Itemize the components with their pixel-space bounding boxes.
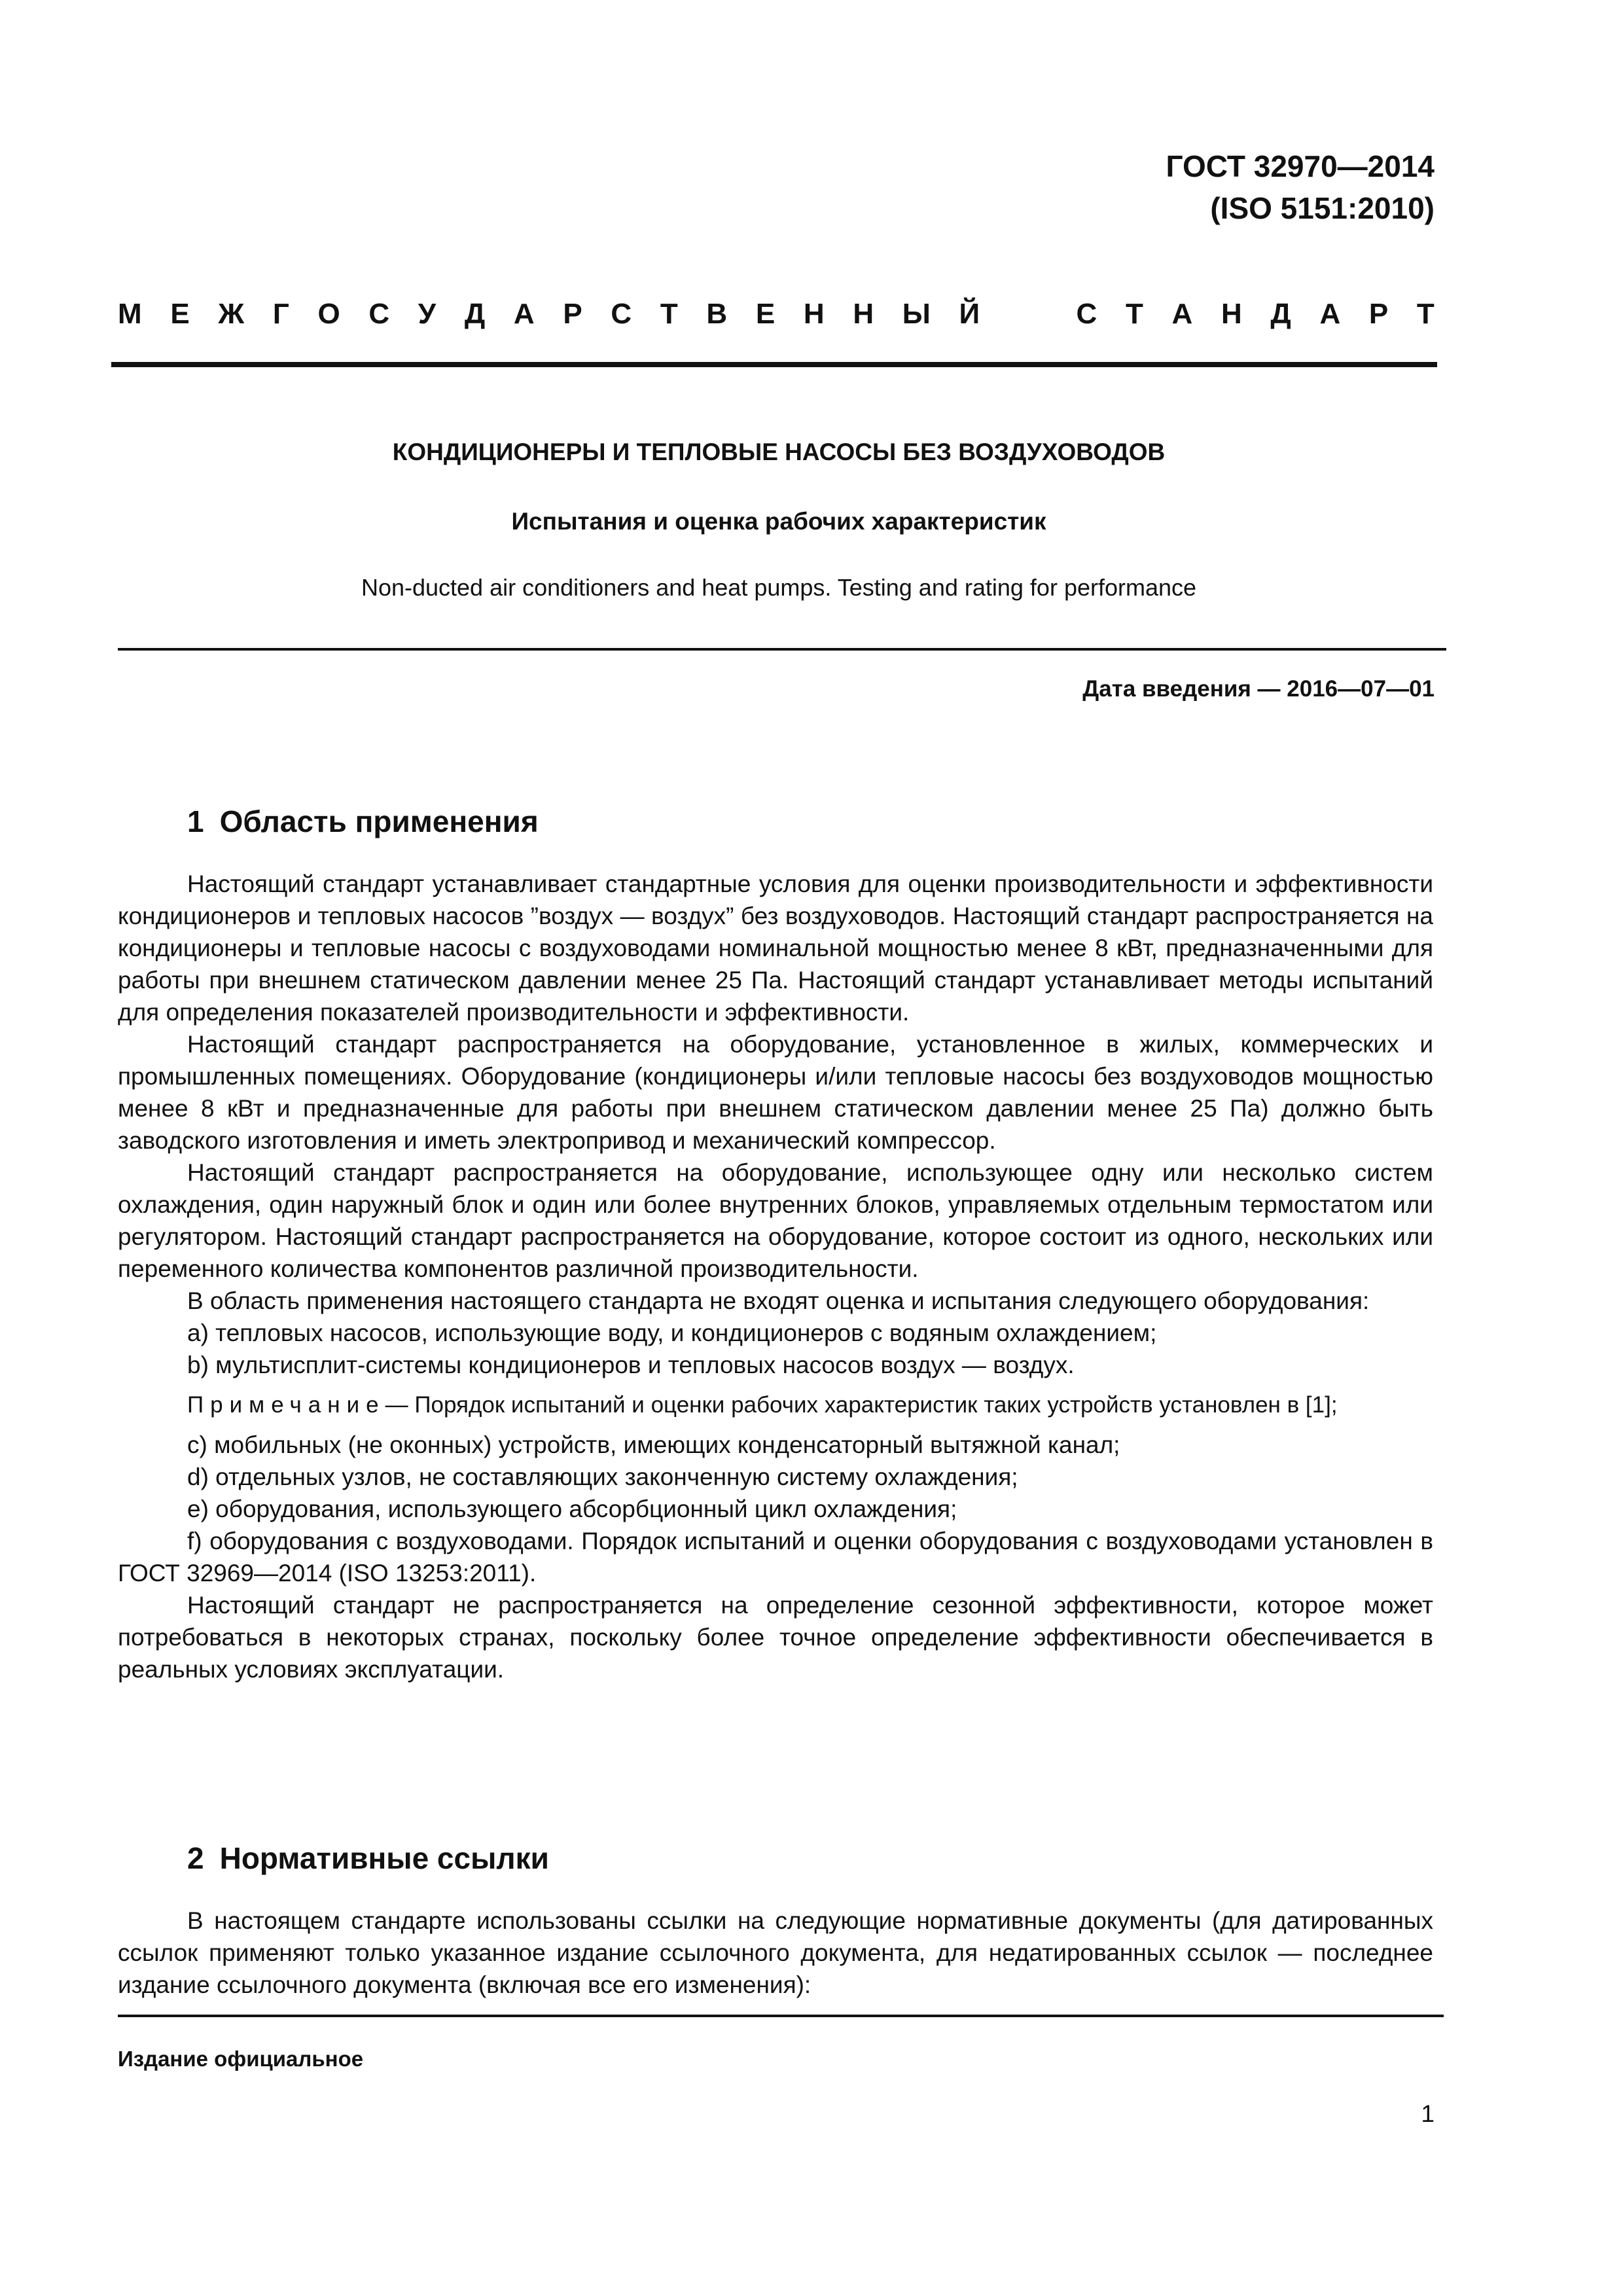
category-letter: О [317,298,340,330]
category-letter: С [368,298,390,330]
gost-number: ГОСТ 32970—2014 [1166,149,1435,183]
category-letter: Т [1125,298,1143,330]
page-number: 1 [1421,2100,1435,2127]
category-letter: Ы [902,298,931,330]
document-title: КОНДИЦИОНЕРЫ И ТЕПЛОВЫЕ НАСОСЫ БЕЗ ВОЗДУХОВОДОВ [392,439,1166,465]
document-title-english: Non-ducted air conditioners and heat pumps. Testing and rating for performance [361,574,1197,601]
section-2-body [118,1905,1433,2001]
standard-designation [1166,145,1435,229]
category-letter: М [118,298,142,330]
section-2-heading [187,1838,549,1878]
note-text: — Порядок испытаний и оценки рабочих характеристик таких устройств установлен в [1]; [385,1392,1338,1418]
category-letter: С [611,298,632,330]
list-item: d) отдельных узлов, не составляющих законченную систему охлаждения; [187,1463,1018,1490]
paragraph: В настоящем стандарте использованы ссылки на следующие нормативные документы (для датированных ссылок применяют только указанное издание ссылочного документа, для недатированных ссылок — последнее издание ссылочного документа (включая все его изменения): [118,1907,1433,1998]
category-letter: В [706,298,728,330]
category-letter: А [1319,298,1341,330]
list-item: b) мультисплит-системы кондиционеров и тепловых насосов воздух — воздух. [187,1352,1075,1378]
paragraph: Настоящий стандарт не распространяется на определение сезонной эффективности, которое может потребоваться в некоторых странах, поскольку более точное определение эффективности обеспечивается в реальных условиях эксплуатации. [118,1592,1433,1683]
category-letter: Ж [218,298,245,330]
section-1-heading [187,801,539,842]
list-item: с) мобильных (не оконных) устройств, имеющих конденсаторный вытяжной канал; [187,1431,1120,1458]
paragraph: Настоящий стандарт устанавливает стандартные условия для оценки производительности и эффективности кондиционеров и тепловых насосов ”воздух — воздух” без воздуховодов. Настоящий стандарт распространяется на кондиционеры и тепловые насосы с воздуховодами номинальной мощностью менее 8 кВт, предназначенными для работы при внешнем статическом давлении менее 25 Па. Настоящий стандарт устанавливает методы испытаний для определения показателей производительности и эффективности. [118,870,1433,1026]
list-item: а) тепловых насосов, использующие воду, и кондиционеров с водяным охлаждением; [187,1319,1157,1346]
section-number: 1 [187,804,204,838]
category-letter: Г [272,298,289,330]
iso-number: (ISO 5151:2010) [1210,191,1435,225]
section-1-body [118,868,1433,1685]
standard-category-heading [118,296,1435,332]
word-gap [1008,296,1048,332]
official-edition-label: Издание официальное [118,2047,364,2071]
category-letter: Е [755,298,776,330]
note-label: Примечание [187,1392,385,1418]
category-letter: Н [1221,298,1242,330]
section-title: Нормативные ссылки [219,1841,549,1875]
category-letter: Р [563,298,582,330]
category-letter: С [1076,298,1097,330]
note [118,1389,1433,1421]
paragraph: В область применения настоящего стандарта не входят оценка и испытания следующего оборудования: [187,1287,1370,1314]
section-number: 2 [187,1841,204,1875]
category-letter: Н [803,298,825,330]
list-item: f) оборудования с воздуховодами. Порядок испытаний и оценки оборудования с воздуховодами установлен в ГОСТ 32969—2014 (ISO 13253:2011). [118,1528,1433,1587]
section-title: Область применения [219,804,539,838]
title-divider [118,648,1446,651]
category-letter: Д [464,298,486,330]
category-letter: Р [1368,298,1389,330]
category-letter: Д [1270,298,1291,330]
category-letter: А [1171,298,1193,330]
category-letter: Й [959,298,980,330]
paragraph: Настоящий стандарт распространяется на оборудование, установленное в жилых, коммерческих и промышленных помещениях. Оборудование (кондиционеры и/или тепловые насосы без воздуховодов мощностью менее 8 кВт и предназначенные для работы при внешнем статическом давлении менее 25 Па) должно быть заводского изготовления и иметь электропривод и механический компрессор. [118,1031,1433,1154]
paragraph: Настоящий стандарт распространяется на оборудование, использующее одну или несколько систем охлаждения, один наружный блок и один или более внутренних блоков, управляемых отдельным термостатом или регулятором. Настоящий стандарт распространяется на оборудование, которое состоит из одного, нескольких или переменного количества компонентов различной производительности. [118,1159,1433,1282]
category-letter: Т [660,298,678,330]
list-item: е) оборудования, использующего абсорбционный цикл охлаждения; [187,1496,957,1522]
header-divider [111,362,1437,367]
category-letter: Н [853,298,874,330]
category-letter: А [513,298,535,330]
category-letter: У [418,298,437,330]
category-letter: Т [1416,298,1435,330]
footer-divider [118,2015,1444,2017]
document-subtitle: Испытания и оценка рабочих характеристик [511,508,1046,535]
introduction-date: Дата введения — 2016—07—01 [1082,676,1435,702]
category-letter: Е [170,298,190,330]
